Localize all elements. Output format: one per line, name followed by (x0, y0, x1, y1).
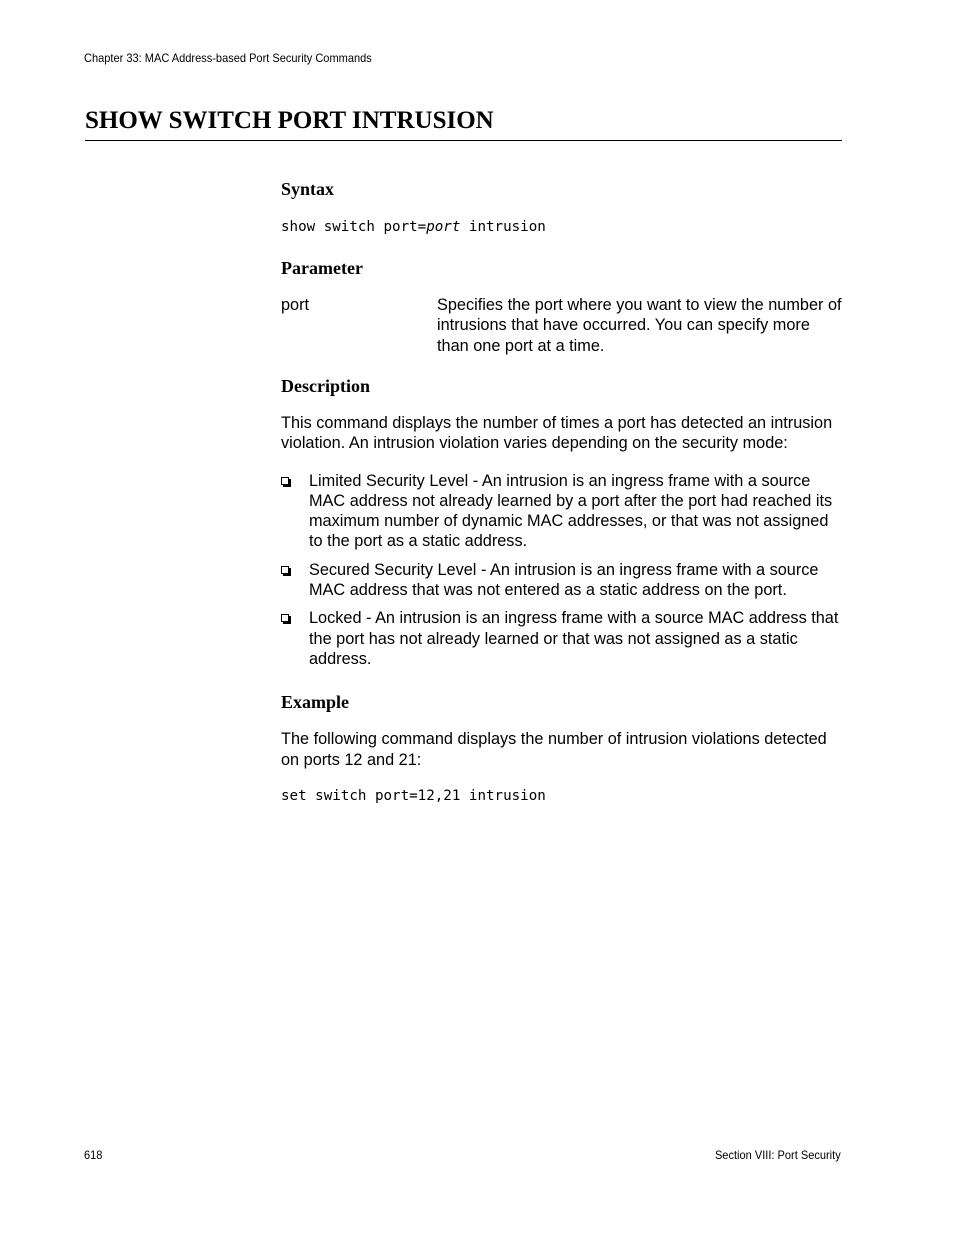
description-intro: This command displays the number of times a port has detected an intrusion violation. An intrusion violation varies depending on the security mode: (281, 414, 833, 453)
content-column (281, 178, 843, 806)
list-item (281, 560, 843, 601)
page-title: SHOW SWITCH PORT INTRUSION (85, 107, 494, 134)
example-command: set switch port=12,21 intrusion (281, 787, 546, 804)
syntax-command-arg: port (426, 219, 461, 235)
parameter-description: Specifies the port where you want to view the number of intrusions that have occurred. You can specify more than one port at a time. (437, 296, 842, 355)
example-text: The following command displays the number of intrusion violations detected on ports 12 and 21: (281, 730, 827, 769)
checkbox-bullet-icon (281, 566, 289, 574)
syntax-command-suffix: intrusion (460, 219, 546, 235)
checkbox-bullet-icon (281, 614, 289, 622)
parameter-name: port (281, 296, 310, 314)
checkbox-bullet-icon (281, 477, 289, 485)
description-heading: Description (281, 376, 370, 396)
running-header: Chapter 33: MAC Address-based Port Security Commands (84, 51, 372, 65)
list-item-text: Locked - An intrusion is an ingress frame with a source MAC address that the port has not already learned or that was not assigned as a static address. (309, 609, 839, 668)
parameter-heading: Parameter (281, 258, 363, 278)
syntax-command-prefix: show switch port= (281, 219, 427, 235)
section-footer: Section VIII: Port Security (715, 1148, 841, 1162)
example-heading: Example (281, 692, 350, 713)
syntax-heading: Syntax (281, 179, 335, 199)
parameter-row (281, 295, 843, 357)
list-item (281, 471, 843, 552)
list-item-text: Secured Security Level - An intrusion is an ingress frame with a source MAC address that was not entered as a static address on the port. (309, 560, 819, 600)
page-number: 618 (84, 1148, 103, 1162)
list-item-text: Limited Security Level - An intrusion is an ingress frame with a source MAC address not already learned by a port after the port had reached its maximum number of dynamic MAC addresses, or that was not assigned to the port as a static address. (309, 471, 833, 551)
syntax-command (281, 217, 843, 237)
title-rule (85, 140, 842, 141)
security-mode-list (281, 471, 843, 670)
list-item (281, 608, 843, 669)
